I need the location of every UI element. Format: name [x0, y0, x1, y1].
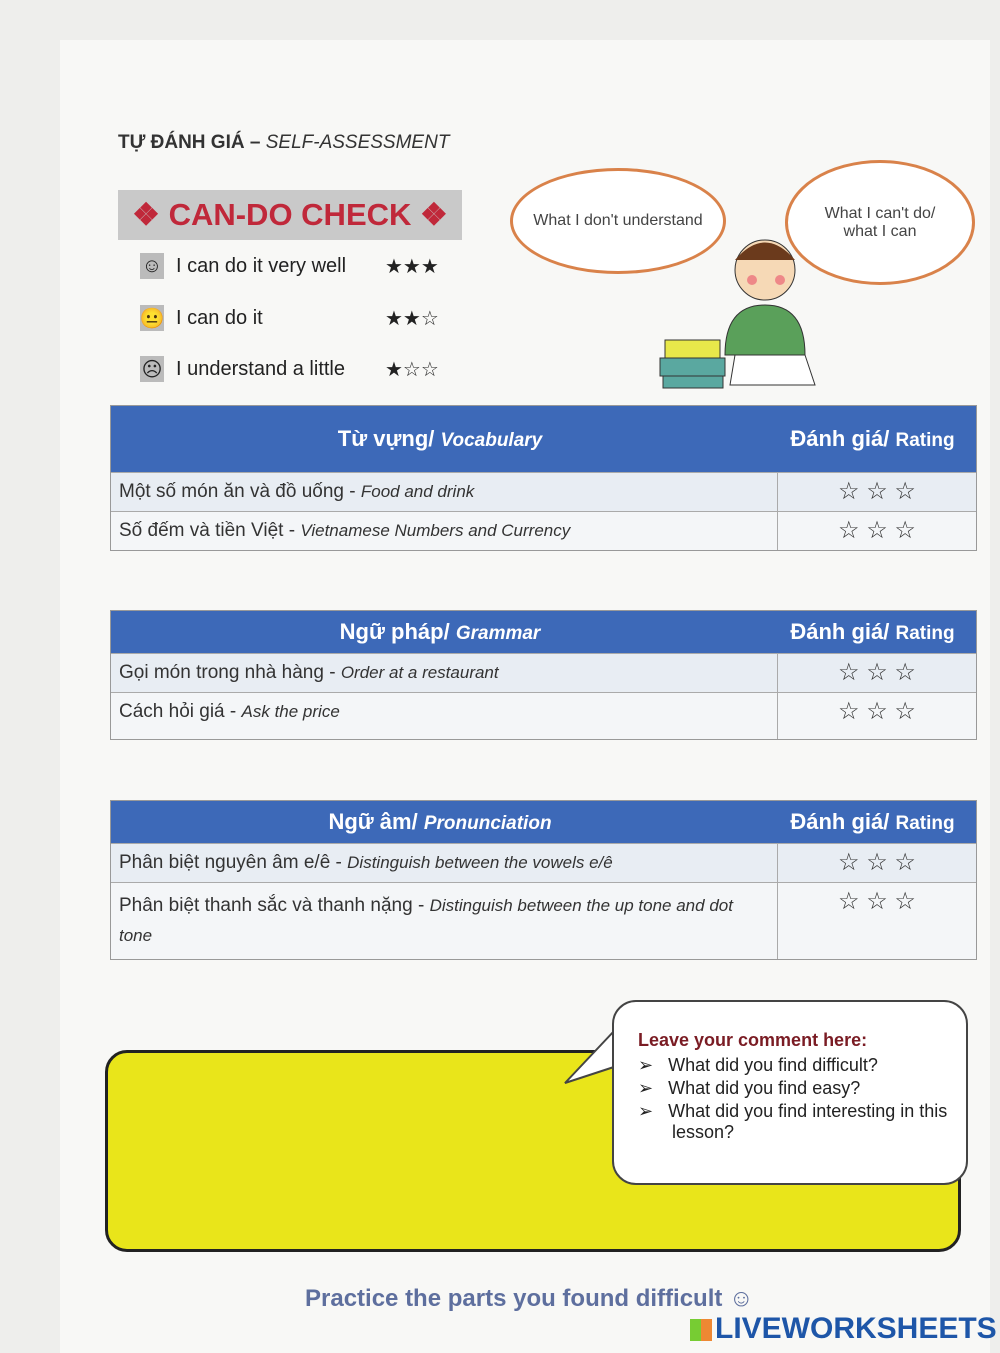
sad-face-icon: ☹: [140, 356, 164, 382]
comment-question: ➢ What did you find difficult?: [638, 1055, 878, 1075]
rating-heading: Đánh giá/ Rating: [790, 809, 955, 834]
practice-note: Practice the parts you found difficult ☺: [305, 1285, 754, 1312]
comment-question: ➢ What did you find interesting in this lesson?: [638, 1101, 948, 1142]
table-row: Một số món ăn và đồ uống - Food and drink ☆ ☆ ☆: [111, 472, 976, 511]
comment-prompt-bubble: [612, 1000, 968, 1185]
comment-question: ➢ What did you find easy?: [638, 1078, 861, 1098]
arrow-bullet-icon: ➢: [638, 1078, 654, 1098]
can-do-check-banner: ❖ CAN-DO CHECK ❖: [118, 190, 462, 240]
arrow-bullet-icon: ➢: [638, 1101, 654, 1121]
liveworksheets-logo: LIVEWORKSHEETS: [690, 1312, 997, 1346]
table-row: Cách hỏi giá - Ask the price ☆ ☆ ☆: [111, 692, 976, 739]
legend-very-well: [140, 253, 439, 279]
table-row: Phân biệt nguyên âm e/ê - Distinguish between the vowels e/ê ☆ ☆ ☆: [111, 843, 976, 882]
star-rating[interactable]: ☆ ☆ ☆: [838, 698, 916, 725]
legend-can-do: [139, 305, 439, 331]
star-rating[interactable]: ☆ ☆ ☆: [838, 888, 916, 915]
neutral-face-icon: 😐: [140, 305, 164, 331]
comment-heading: Leave your comment here:: [638, 1030, 868, 1050]
section-title: [118, 132, 449, 154]
table-heading: Từ vựng/ Vocabulary: [337, 426, 543, 451]
pronunciation-table: [110, 800, 977, 960]
arrow-bullet-icon: ➢: [638, 1055, 654, 1075]
thought-cloud-left: What I don't understand: [510, 168, 726, 274]
vocabulary-table: [110, 405, 977, 551]
happy-face-icon: ☺: [140, 253, 164, 279]
grammar-table: [110, 610, 977, 740]
legend-label: I can do it very well: [176, 254, 347, 277]
legend-stars: ★☆☆: [385, 358, 439, 381]
student-illustration: [655, 225, 845, 395]
star-rating[interactable]: ☆ ☆ ☆: [838, 849, 916, 876]
logo-icon: [690, 1319, 712, 1341]
legend-stars: ★★☆: [385, 307, 439, 330]
table-heading: Ngữ pháp/ Grammar: [339, 619, 541, 644]
table-row: Phân biệt thanh sắc và thanh nặng - Distinguish between the up tone and dot tone ☆ ☆ ☆: [111, 882, 976, 959]
title-vi: TỰ ĐÁNH GIÁ –: [118, 132, 266, 153]
star-rating[interactable]: ☆ ☆ ☆: [838, 478, 916, 505]
star-rating[interactable]: ☆ ☆ ☆: [838, 659, 916, 686]
legend-label: I understand a little: [176, 357, 345, 380]
legend-stars: ★★★: [385, 255, 439, 278]
table-row: Gọi món trong nhà hàng - Order at a restaurant ☆ ☆ ☆: [111, 653, 976, 692]
table-row: Số đếm và tiền Việt - Vietnamese Numbers and Currency ☆ ☆ ☆: [111, 511, 976, 550]
title-en: SELF-ASSESSMENT: [265, 132, 450, 153]
star-rating[interactable]: ☆ ☆ ☆: [838, 517, 916, 544]
rating-heading: Đánh giá/ Rating: [790, 426, 955, 451]
legend-little: [140, 356, 439, 382]
table-heading: Ngữ âm/ Pronunciation: [328, 809, 552, 834]
legend-label: I can do it: [176, 306, 263, 329]
rating-heading: Đánh giá/ Rating: [790, 619, 955, 644]
thought-cloud-right: What I can't do/ what I can: [785, 160, 975, 285]
